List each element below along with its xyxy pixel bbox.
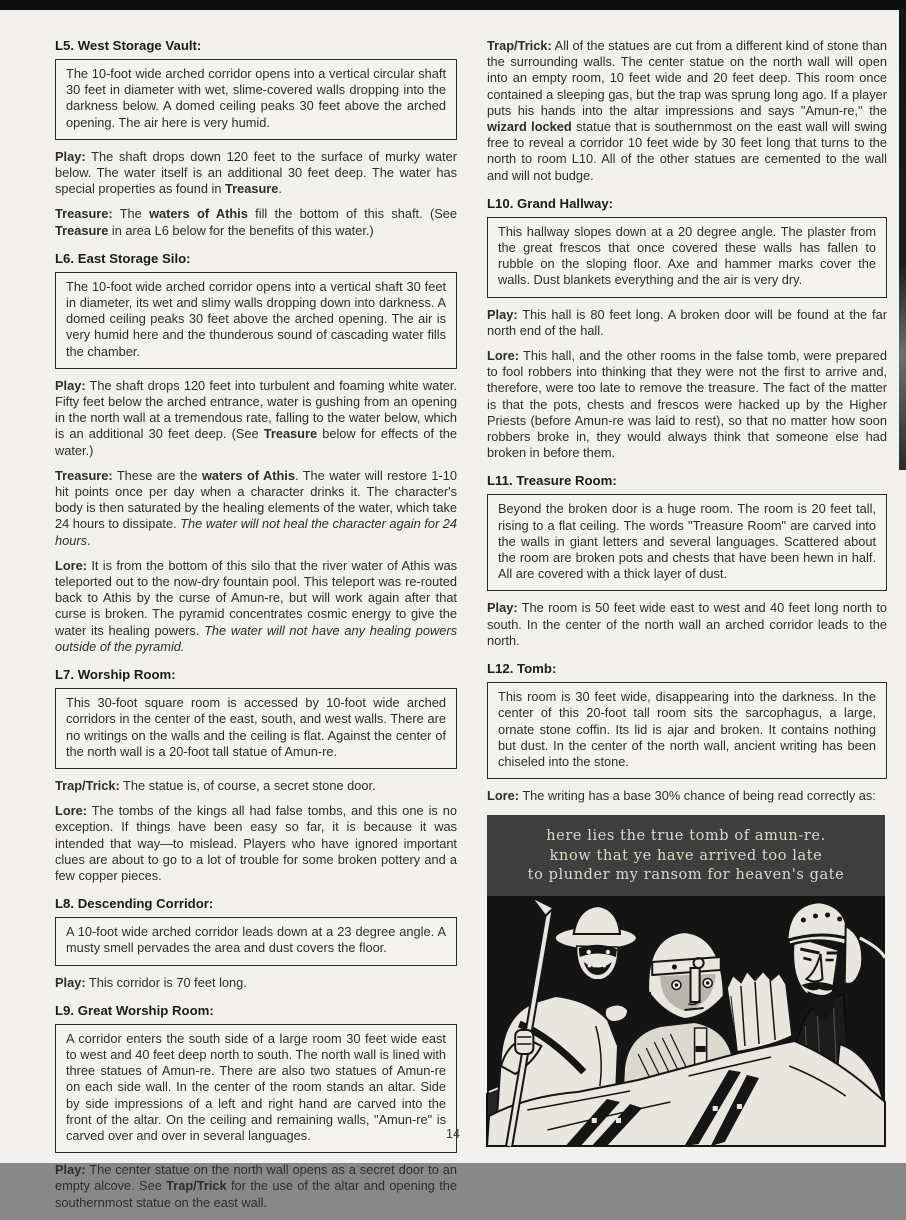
tomb-inscription	[487, 815, 885, 896]
l12-lore-paragraph: Lore: The writing has a base 30% chance of being read correctly as:	[487, 788, 876, 804]
inscription-line-1: here lies the true tomb of amun-re.	[546, 828, 826, 845]
l6-read-aloud-box	[55, 272, 457, 369]
scan-edge-right	[899, 10, 906, 470]
l8-read-aloud-box	[55, 917, 457, 965]
l8-heading: L8. Descending Corridor:	[55, 896, 214, 912]
l7-heading: L7. Worship Room:	[55, 667, 176, 683]
l8-play-paragraph: Play: This corridor is 70 feet long.	[55, 974, 247, 990]
l5-read-aloud-box	[55, 59, 457, 140]
l11-read-aloud-box	[487, 494, 887, 591]
l7-lore-paragraph: Lore: The tombs of the kings all had false tombs, and this one is no exception. If things have been easy so far, it is because it was intended that way—to mislead. Players who have ignored important clues are about to go to a lot of trouble for some broken pottery and a few copper pieces.	[55, 803, 457, 883]
l9-box-text: A corridor enters the south side of a large room 30 feet wide east to west and 40 feet deep north to south. The north wall is lined with three statues of Amun-re. There are also two statues of Amun-re on each side wall. In the center of the room stands an altar. Side by side impressions of a left and right hand are carved into the front of the altar. On the ceiling and remaining walls, "Amun-re" is carved over and over in several languages.	[66, 1030, 446, 1143]
l5-play-paragraph: Play: The shaft drops down 120 feet to the surface of murky water below. The water itself is an additional 30 feet deep. The water has special properties as found in Treasure.	[55, 148, 457, 197]
scan-edge-top	[0, 0, 906, 10]
l7-box-text: This 30-foot square room is accessed by 10-foot wide arched corridors in the center of the east, south, and west walls. There are no writings on the walls and the ceiling is flat. Against the center of the north wall is a 20-foot tall statue of Amun-re.	[66, 695, 446, 759]
l11-play-paragraph: Play: The room is 50 feet wide east to west and 40 feet long north to south. In the center of the north wall an arched corridor leads to the north.	[487, 600, 887, 648]
l12-heading: L12. Tomb:	[487, 661, 557, 677]
tomb-inscription-panel	[487, 815, 885, 1146]
l11-box-text: Beyond the broken door is a huge room. The room is 20 feet tall, rising to a flat ceiling. The words "Treasure Room" are carved into the walls in giant letters and several languages. Scattered about the room are broken pots and chests that have been hewn in half. All are covered with a thick layer of dust.	[498, 501, 876, 582]
l9-trap-trick-paragraph: Trap/Trick: All of the statues are cut from a different kind of stone than the surrounding walls. The center statue on the north wall will open into an empty room, 10 feet wide and 20 feet deep. This room once contained a sleeping gas, but the trap was sprung long ago. If a player puts his hands into the altar impressions and says "Amun-re," the wizard locked statue that is southernmost on the east wall will swing free to reveal a corridor 10 feet wide by 30 feet long that turns to the north to room L10. All of the other statues are cemented to the wall and will not budge.	[487, 38, 887, 183]
l6-play-paragraph: Play: The shaft drops 120 feet into turbulent and foaming white water. Fifty feet below the arched entrance, water is gushing from an opening in the north wall at a tremendous rate, falling to the water below, which is an additional 30 feet deep. (See Treasure below for effects of the water.)	[55, 377, 457, 458]
l5-treasure-paragraph: Treasure: The waters of Athis fill the bottom of this shaft. (See Treasure in area L6 below for the benefits of this water.)	[55, 206, 457, 238]
l6-lore-paragraph: Lore: It is from the bottom of this silo that the river water of Athis was teleported out to the now-dry fountain pool. This teleport was re-routed back to Athis by the curse of Amun-re, but will work again after that curse is broken. The pyramid concentrates cosmic energy to give the water its healing powers. The water will not have any healing powers outside of the pyramid.	[55, 557, 458, 654]
l7-trap-trick-paragraph: Trap/Trick: The statue is, of course, a secret stone door.	[55, 777, 376, 793]
l10-lore-paragraph: Lore: This hall, and the other rooms in the false tomb, were prepared to fool robbers into thinking that they were not the first to arrive and, therefore, were too late to remove the treasure. The fact of the matter is that the pots, chests and frescos were hacked up by the Higher Priests (before Amun-re was laid to rest), so that no matter how soon robbers broke in, they would always think that someone else had broken in before them.	[487, 348, 887, 461]
l10-heading: L10. Grand Hallway:	[487, 195, 614, 211]
l10-box-text: This hallway slopes down at a 20 degree angle. The plaster from the great frescos that once covered these walls has fallen to rubble on the sloping floor. Axe and hammer marks cover the walls. Dust blankets everything and the air is very dry.	[498, 223, 876, 288]
tomb-robbers-illustration	[487, 896, 885, 1146]
inscription-line-2: know that ye have arrived too late	[549, 847, 823, 864]
l10-play-paragraph: Play: This hall is 80 feet long. A broken door will be found at the far north end of the hall.	[487, 306, 887, 338]
l6-heading: L6. East Storage Silo:	[55, 250, 191, 266]
l11-heading: L11. Treasure Room:	[487, 473, 617, 489]
l8-box-text: A 10-foot wide arched corridor leads down at a 23 degree angle. A musty smell pervades the area and dust covers the floor.	[66, 924, 446, 956]
page-number: 14	[446, 1127, 460, 1141]
l9-heading: L9. Great Worship Room:	[55, 1002, 214, 1018]
l12-box-text: This room is 30 feet wide, disappearing into the darkness. In the center of this 20-foot tall room sits the sarcophagus, a large, ornate stone coffin. Its lid is ajar and broken. It contains nothing but dust. In the center of the north wall, ancient writing has been chiseled into the stone.	[498, 689, 876, 769]
l7-read-aloud-box	[55, 688, 457, 769]
l5-box-text: The 10-foot wide arched corridor opens into a vertical circular shaft 30 feet in diameter with wet, slime-covered walls dropping into the darkness below. A domed ceiling peaks 30 feet above the arched opening. The air here is very humid.	[66, 66, 446, 130]
l10-read-aloud-box	[487, 217, 887, 298]
left-column	[55, 38, 457, 1220]
l6-box-text: The 10-foot wide arched corridor opens into a vertical shaft 30 feet in diameter, its wet and slimy walls dropping down into darkness. A domed ceiling peaks 30 feet above the arched opening. The air is very humid here and the thunderous sound of cascading water fills the chamber.	[66, 278, 446, 359]
l12-read-aloud-box	[487, 682, 887, 779]
right-column	[487, 38, 887, 1146]
l6-treasure-paragraph: Treasure: These are the waters of Athis. The water will restore 1-10 hit points once per day when a character drinks it. The character's body is then saturated by the healing elements of the water, which take 24 hours to dissipate. The water will not heal the character again for 24 hours.	[55, 467, 457, 548]
l5-heading: L5. West Storage Vault:	[55, 38, 202, 53]
l9-play-paragraph: Play: The center statue on the north wall opens as a secret door to an empty alcove. See Trap/Trick for the use of the altar and opening the southernmost statue on the east wall.	[55, 1162, 457, 1210]
inscription-line-3: to plunder my ransom for heaven's gate	[527, 867, 845, 884]
